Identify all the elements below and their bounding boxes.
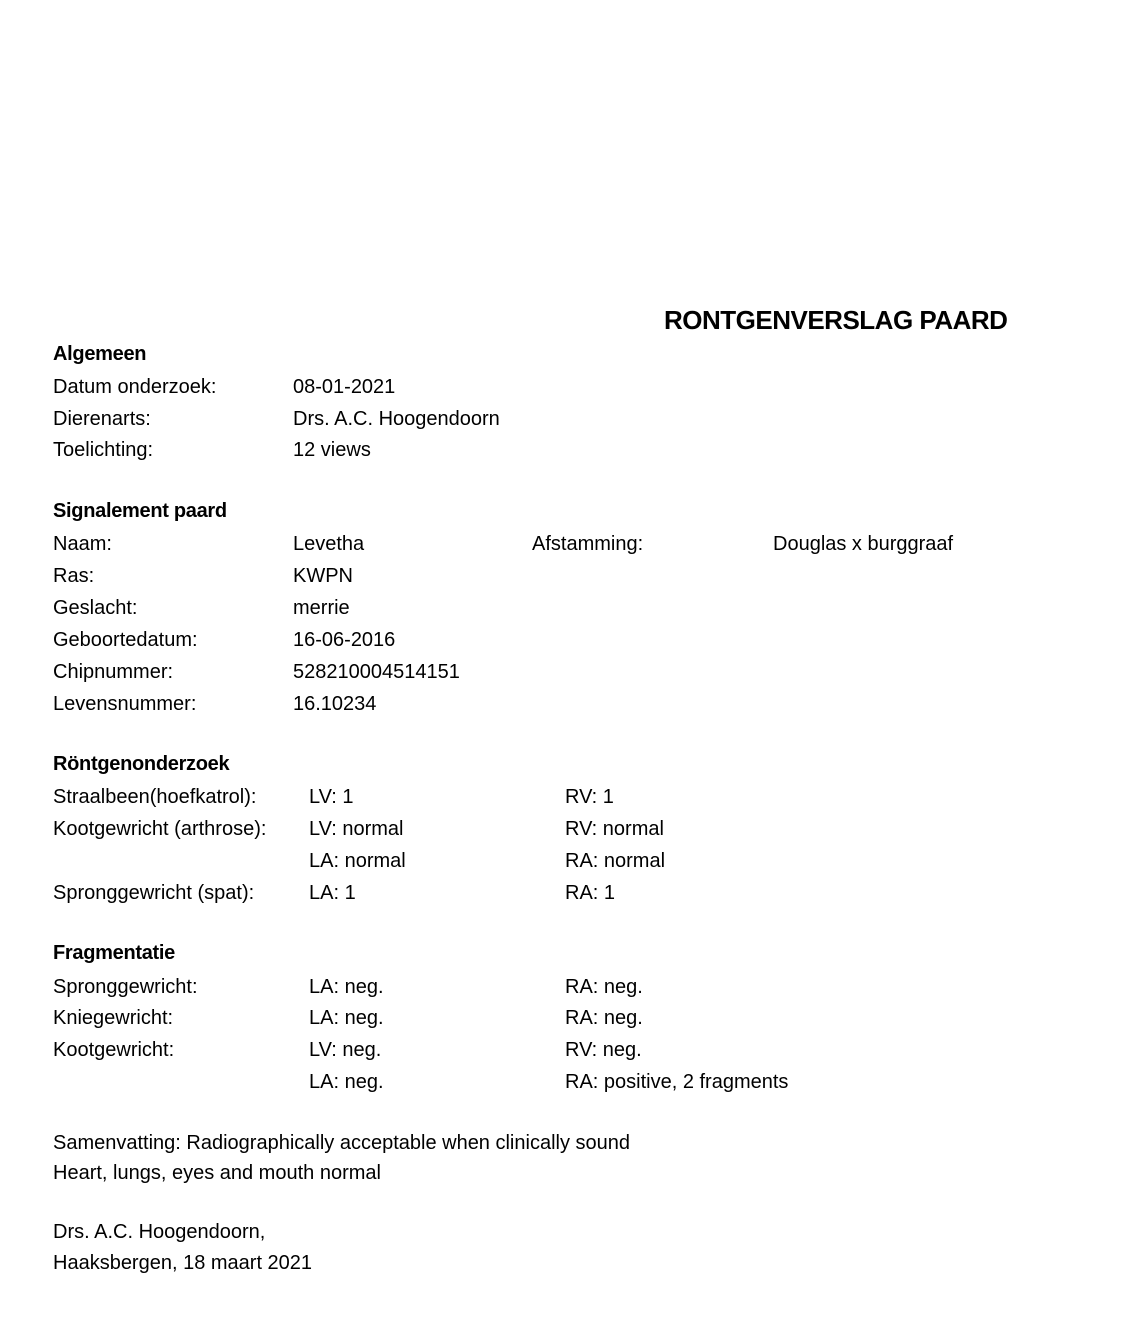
field-value-levensnummer: 16.10234	[293, 693, 377, 715]
frag-right-kootgewricht-front: RV: neg.	[565, 1039, 642, 1061]
field-value-afstamming: Douglas x burggraaf	[773, 533, 954, 555]
rontgen-left-straalbeen: LV: 1	[309, 786, 354, 808]
frag-left-kootgewricht-hind: LA: neg.	[309, 1071, 384, 1093]
field-label-geslacht: Geslacht:	[53, 597, 138, 619]
field-label-afstamming: Afstamming:	[532, 533, 644, 555]
field-label-datum: Datum onderzoek:	[53, 376, 217, 398]
field-value-naam: Levetha	[293, 533, 365, 555]
section-heading-signalement: Signalement paard	[53, 500, 227, 522]
field-value-dierenarts: Drs. A.C. Hoogendoorn	[293, 408, 500, 430]
field-value-toelichting: 12 views	[293, 439, 371, 461]
field-label-dierenarts: Dierenarts:	[53, 408, 151, 430]
frag-left-kootgewricht-front: LV: neg.	[309, 1039, 382, 1061]
rontgen-right-kootgewricht-front: RV: normal	[565, 818, 664, 840]
frag-label-kniegewricht: Kniegewricht:	[53, 1007, 174, 1029]
frag-left-kniegewricht: LA: neg.	[309, 1007, 384, 1029]
frag-label-kootgewricht: Kootgewricht:	[53, 1039, 175, 1061]
rontgen-label-straalbeen: Straalbeen(hoefkatrol):	[53, 786, 257, 808]
section-heading-fragmentatie: Fragmentatie	[53, 942, 175, 964]
field-value-ras: KWPN	[293, 565, 353, 587]
rontgen-left-kootgewricht-hind: LA: normal	[309, 850, 406, 872]
frag-label-spronggewricht: Spronggewricht:	[53, 976, 198, 998]
field-value-chipnummer: 528210004514151	[293, 661, 460, 683]
rontgen-left-kootgewricht-front: LV: normal	[309, 818, 404, 840]
frag-left-spronggewricht: LA: neg.	[309, 976, 384, 998]
field-label-levensnummer: Levensnummer:	[53, 693, 197, 715]
rontgen-left-spronggewricht: LA: 1	[309, 882, 356, 904]
field-label-naam: Naam:	[53, 533, 112, 555]
field-label-toelichting: Toelichting:	[53, 439, 154, 461]
field-label-geboortedatum: Geboortedatum:	[53, 629, 198, 651]
field-value-datum: 08-01-2021	[293, 376, 396, 398]
field-value-geslacht: merrie	[293, 597, 350, 619]
signature-name: Drs. A.C. Hoogendoorn,	[53, 1221, 266, 1243]
report-title: RONTGENVERSLAG PAARD	[664, 305, 1008, 335]
field-label-ras: Ras:	[53, 565, 95, 587]
rontgen-label-kootgewricht: Kootgewricht (arthrose):	[53, 818, 267, 840]
field-value-geboortedatum: 16-06-2016	[293, 629, 396, 651]
section-heading-rontgen: Röntgenonderzoek	[53, 753, 230, 775]
frag-right-spronggewricht: RA: neg.	[565, 976, 643, 998]
frag-right-kniegewricht: RA: neg.	[565, 1007, 643, 1029]
field-label-chipnummer: Chipnummer:	[53, 661, 174, 683]
rontgen-right-spronggewricht: RA: 1	[565, 882, 616, 904]
summary-line-2: Heart, lungs, eyes and mouth normal	[53, 1162, 381, 1184]
summary-line-1: Samenvatting: Radiographically acceptable when clinically sound	[53, 1132, 631, 1154]
rontgen-right-kootgewricht-hind: RA: normal	[565, 850, 666, 872]
rontgen-right-straalbeen: RV: 1	[565, 786, 614, 808]
signature-place-date: Haaksbergen, 18 maart 2021	[53, 1252, 313, 1274]
rontgen-label-spronggewricht: Spronggewricht (spat):	[53, 882, 255, 904]
frag-right-kootgewricht-hind: RA: positive, 2 fragments	[565, 1071, 789, 1093]
section-heading-algemeen: Algemeen	[53, 343, 147, 365]
